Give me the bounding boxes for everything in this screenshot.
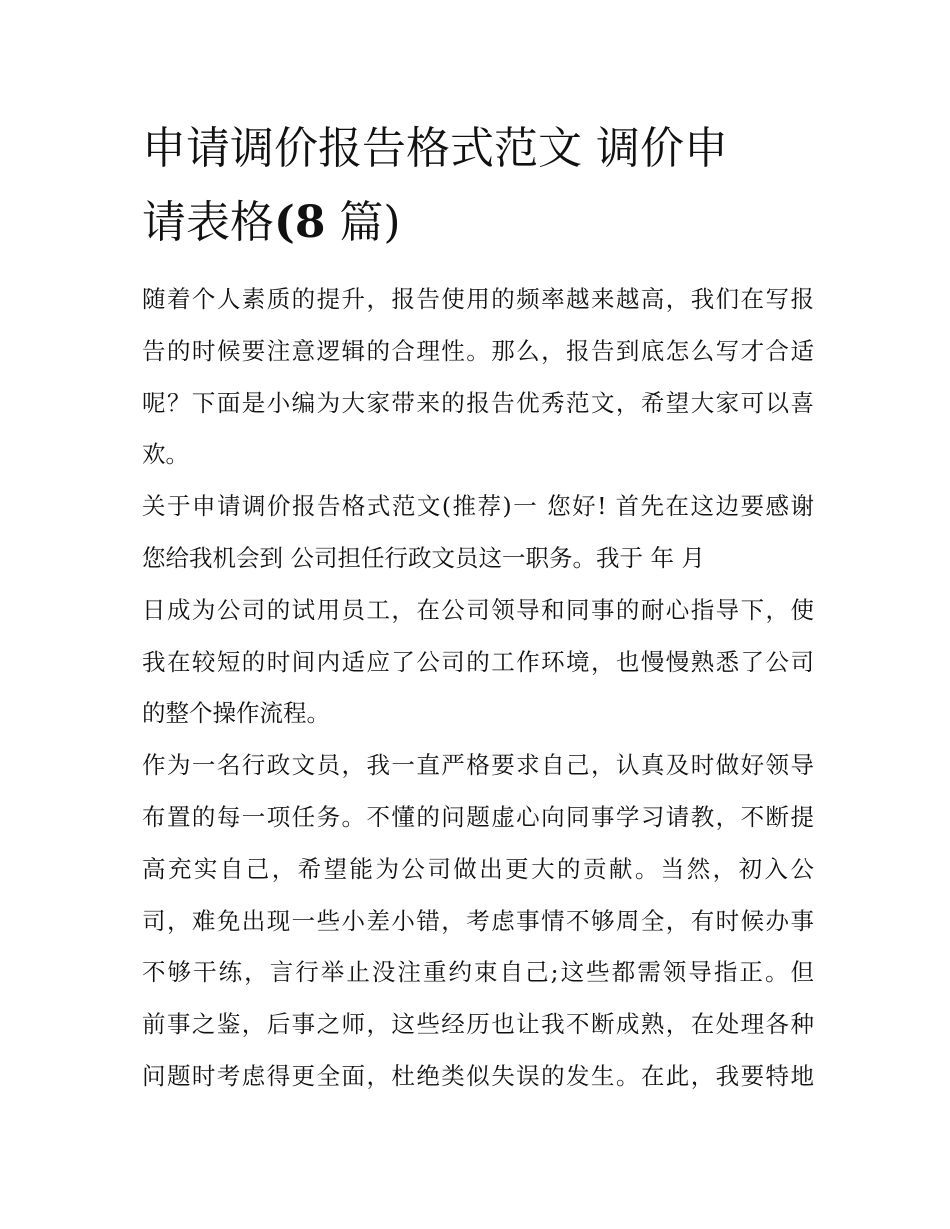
body-line: 作为一名行政文员，我一直严格要求自己，认真及时做好领导 — [142, 751, 814, 780]
body-line: 欢。 — [142, 440, 189, 469]
body-line: 我在较短的时间内适应了公司的工作环境，也慢慢熟悉了公司 — [142, 647, 814, 676]
body-line: 问题时考虑得更全面，杜绝类似失误的发生。在此，我要特地 — [142, 1061, 814, 1090]
body-line: 关于申请调价报告格式范文(推荐)一 您好! 首先在这边要感谢 — [142, 492, 814, 521]
document-body — [142, 274, 814, 1103]
title-line-1: 申请调价报告格式范文 调价申 — [142, 123, 728, 174]
title-count: (8 — [274, 197, 326, 248]
body-line: 前事之鉴，后事之师，这些经历也让我不断成熟，在处理各种 — [142, 1010, 814, 1039]
body-line: 司，难免出现一些小差小错，考虑事情不够周全，有时候办事 — [142, 906, 814, 935]
body-line: 不够干练，言行举止没注重约束自己;这些都需领导指正。但 — [142, 958, 814, 987]
title-line-2-text: 请表格 — [142, 197, 274, 248]
body-line: 告的时候要注意逻辑的合理性。那么，报告到底怎么写才合适 — [142, 336, 814, 365]
body-line: 的整个操作流程。 — [142, 699, 330, 728]
title-count-suffix: 篇) — [325, 197, 401, 248]
document-title — [142, 112, 822, 260]
body-line: 日成为公司的试用员工，在公司领导和同事的耐心指导下，使 — [142, 595, 814, 624]
title-line-2 — [142, 186, 822, 260]
body-line: 您给我机会到 公司担任行政文员这一职务。我于 年 月 — [142, 543, 705, 572]
body-line: 呢？下面是小编为大家带来的报告优秀范文，希望大家可以喜 — [142, 388, 814, 417]
body-line: 布置的每一项任务。不懂的问题虚心向同事学习请教，不断提 — [142, 802, 814, 831]
body-line: 随着个人素质的提升，报告使用的频率越来越高，我们在写报 — [142, 285, 814, 313]
body-line: 高充实自己，希望能为公司做出更大的贡献。当然，初入公 — [142, 854, 814, 883]
